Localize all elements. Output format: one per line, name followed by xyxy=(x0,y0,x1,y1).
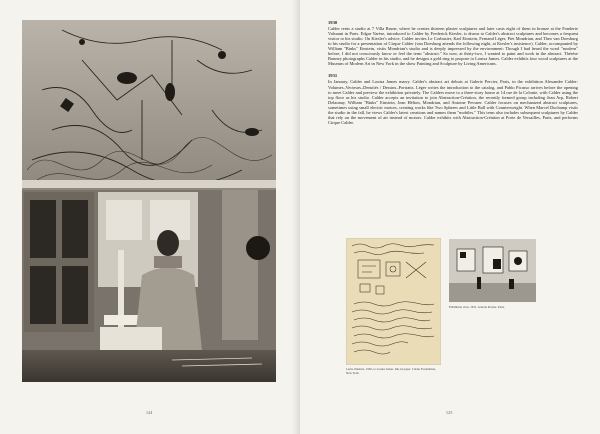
entry-year: 1931 xyxy=(328,73,338,79)
studio-photograph-icon xyxy=(22,20,276,382)
entry-year: 1930 xyxy=(328,20,338,25)
exhibit-caption: Exhibition view, 1931. Galerie Percier, Paris. xyxy=(449,305,505,309)
handwritten-note-icon xyxy=(346,238,441,365)
studio-photograph xyxy=(22,20,276,382)
entry-1931 xyxy=(328,73,578,124)
handwritten-note-image xyxy=(346,238,441,365)
page-number-right: 125 xyxy=(446,410,453,415)
note-caption: Lettre illustrée, 1930, to Louisa James. Ink on paper. Calder Foundation, New York. xyxy=(346,367,436,375)
chronology-text xyxy=(328,20,578,132)
page-number-left: 124 xyxy=(146,410,153,415)
entry-1930 xyxy=(328,20,578,66)
entry-text: Calder rents a studio at 7 Villa Brune, where he creates thirteen plaster sculptures and later casts eight of them in bronze at the Fonderie Valsuani in Paris. Edgar Varèse, introduced to Calder by Frederick Kiesler, is drawn to Calder's abstract sculptures and becomes a frequent visitor to his studio. On Kiesler's advice, Calder invites Le Corbusier, Karl Einstein, Fernand Léger, Piet Mondrian, and Theo van Doesburg to his studio for a presentation of Cirque Calder (van Doesburg attends the following night, at Kiesler's insistence). Calder, accompanied by William "Binks" Einstein, visits Mondrian's studio and is deeply impressed by the environment: Though I had heard the word "modern" before, I did not consciously know or feel the term "abstract." So now, at thirty-two, I wanted to paint and work in the abstract. Thérèse Bonney photographs Calder in his studio, and he designs a gold ring to propose to Louisa James. Calder exhibits four wood sculptures at the Museum of Modern Art in New York in the show Painting and Sculpture by Living Americans. xyxy=(328,26,578,67)
entry-text: In January, Calder and Louisa James marry. Calder's abstract art debuts at Galerie Percier, Paris, in the exhibition Alexandre Calder: Volumes–Vecteurs–Densités / Dessins–Portraits. Léger writes the introduction to the catalog, and Pablo Picasso arrives before the opening to meet Calder and preview the exhibition privately. The Calders move to a three-story house at 14 rue de la Colonie, with Calder using the top floor as his studio. Calder accepts an invitation to join Abstraction-Création, the recently formed group including Jean Arp, Robert Delaunay, William "Binks" Einstein, Jean Hélion, Mondrian, and Antoine Pevsner. Calder focuses on mechanized abstract sculptures, sometimes using small electric motors, creating works like Two Spheres and Little Ball with Counterweight. When Marcel Duchamp visits the studio in the fall, he views Calder's latest creations and names them "mobiles." This term also includes subsequent sculptures by Calder that rely on the movement of air instead of motors. Calder exhibits with Abstraction-Création at Porte de Versailles, Paris, and performs Cirque Calder. xyxy=(328,79,578,125)
exhibition-photo-icon xyxy=(449,239,536,302)
exhibition-image xyxy=(449,239,536,302)
